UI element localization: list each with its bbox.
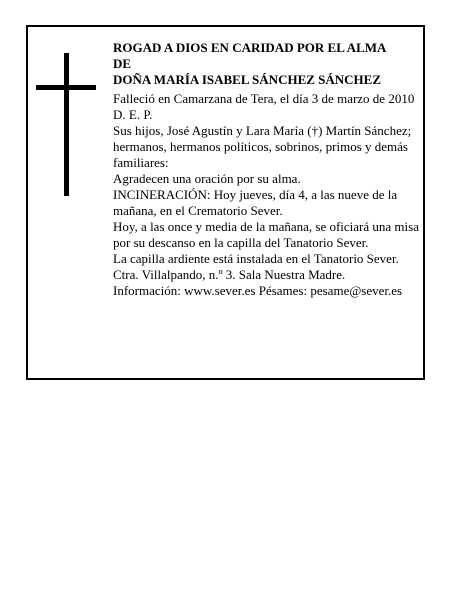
family-text: Sus hijos, José Agustín y Lara María (†) Martín Sánchez; hermanos, hermanos políticos, sobrinos, primos y demás familiares:	[113, 123, 412, 170]
cross-vertical-bar	[64, 53, 69, 196]
info-text: Información: www.sever.es Pésames: pesame@sever.es	[113, 283, 403, 298]
deceased-name: DOÑA MARÍA ISABEL SÁNCHEZ SÁNCHEZ	[113, 72, 382, 87]
prayer-text: Agradecen una oración por su alma.	[113, 171, 301, 186]
death-notice: Falleció en Camarzana de Tera, el día 3 de marzo de 2010	[113, 91, 415, 106]
rip-text: D. E. P.	[113, 107, 153, 122]
cremation-text: INCINERACIÓN: Hoy jueves, día 4, a las nueve de la mañana, en el Crematorio Sever.	[113, 187, 398, 218]
cross-horizontal-bar	[36, 85, 96, 90]
heading-line-2: DE	[113, 56, 132, 71]
chapel-text: La capilla ardiente está instalada en el Tanatorio Sever.	[113, 251, 399, 266]
obituary-text	[113, 40, 425, 299]
heading-line-1: ROGAD A DIOS EN CARIDAD POR EL ALMA	[113, 40, 387, 55]
address-text: Ctra. Villalpando, n.º 3. Sala Nuestra Madre.	[113, 267, 346, 282]
mass-text: Hoy, a las once y media de la mañana, se oficiará una misa por su descanso en la capilla del Tanatorio Sever.	[113, 219, 419, 250]
cross-icon	[36, 53, 96, 196]
